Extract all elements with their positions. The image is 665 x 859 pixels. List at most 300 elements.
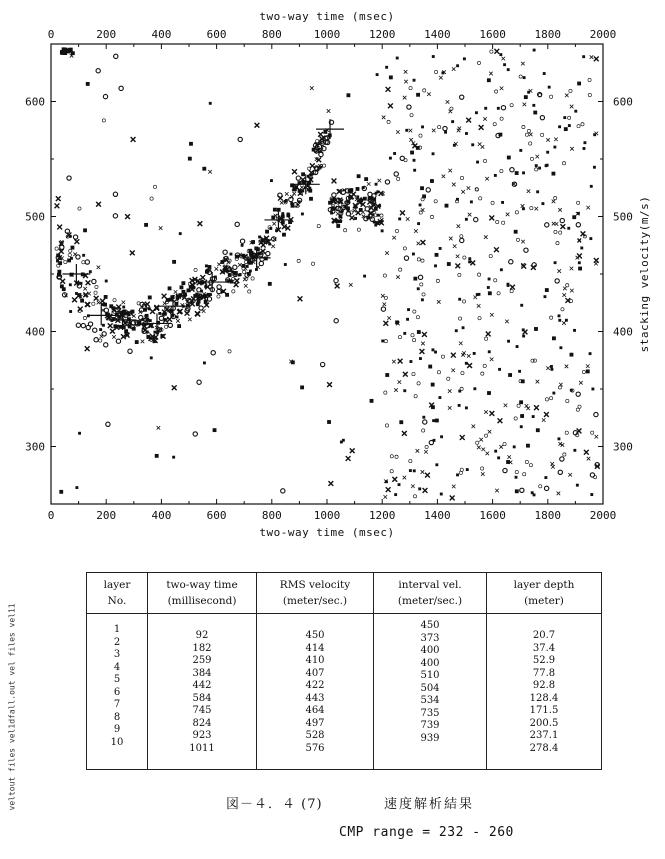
scatter-point <box>554 137 558 141</box>
scatter-point <box>339 220 342 223</box>
scatter-point <box>388 103 393 108</box>
scatter-point <box>330 212 333 215</box>
table-cell: 52.9 <box>532 655 556 666</box>
scatter-point <box>86 82 90 86</box>
scatter-point <box>494 49 499 54</box>
x-tick-label-top: 1000 <box>313 28 341 41</box>
scatter-point <box>89 270 92 273</box>
scatter-point <box>462 300 465 303</box>
scatter-point <box>521 204 525 208</box>
scatter-point <box>558 386 561 389</box>
scatter-point <box>195 293 198 296</box>
scatter-point <box>455 263 460 268</box>
scatter-point <box>483 117 487 121</box>
scatter-point <box>381 229 384 232</box>
scatter-point <box>172 385 177 390</box>
scatter-point <box>367 182 371 186</box>
scatter-point <box>291 204 295 208</box>
scatter-point <box>554 230 557 233</box>
scatter-point <box>587 457 591 461</box>
scatter-point <box>515 476 518 479</box>
scatter-point <box>198 221 203 226</box>
scatter-point <box>594 412 598 416</box>
scatter-point <box>389 157 392 160</box>
scatter-point <box>188 318 192 322</box>
scatter-point <box>458 404 461 407</box>
scatter-point <box>557 437 560 440</box>
table-cell: 6 <box>113 686 121 698</box>
scatter-point <box>474 217 478 221</box>
x-tick-label-bottom: 1600 <box>479 509 506 522</box>
scatter-point <box>339 203 342 206</box>
scatter-point <box>94 291 97 294</box>
scatter-point <box>583 141 586 144</box>
scatter-point <box>116 339 120 343</box>
scatter-point <box>409 138 413 142</box>
scatter-point <box>271 244 275 248</box>
scatter-point <box>389 75 393 79</box>
scatter-point <box>555 222 559 226</box>
scatter-point <box>417 242 421 246</box>
scatter-point <box>446 100 450 104</box>
scatter-point <box>567 227 570 230</box>
scatter-point <box>280 201 284 205</box>
scatter-point <box>356 187 360 191</box>
scatter-point <box>481 372 484 375</box>
scatter-point <box>336 212 340 216</box>
scatter-point <box>78 307 83 312</box>
scatter-point <box>546 366 550 370</box>
scatter-point <box>421 342 425 346</box>
scatter-point <box>488 278 491 281</box>
scatter-point <box>437 371 440 374</box>
scatter-point <box>505 320 509 324</box>
scatter-point <box>180 285 184 289</box>
scatter-point <box>490 50 493 53</box>
scatter-point <box>71 246 75 250</box>
table-cell: 200.5 <box>529 717 559 729</box>
scatter-point <box>400 211 405 216</box>
scatter-point <box>521 240 525 244</box>
scatter-point <box>466 468 469 471</box>
scatter-point <box>393 152 396 155</box>
scatter-point <box>536 190 539 193</box>
scatter-point <box>588 78 591 81</box>
scatter-point <box>162 294 167 299</box>
scatter-point <box>384 296 387 299</box>
scatter-point <box>310 163 315 168</box>
table-cell: 923 <box>192 730 212 741</box>
scatter-point <box>410 114 413 117</box>
scatter-point <box>441 355 444 358</box>
scatter-point <box>246 265 249 268</box>
scatter-point <box>413 159 416 162</box>
table-cell: 504 <box>420 682 440 694</box>
scatter-point <box>595 435 599 439</box>
scatter-point <box>563 453 566 456</box>
scatter-point <box>158 312 161 315</box>
scatter-point <box>507 455 511 459</box>
scatter-point <box>397 177 400 180</box>
column-interval <box>374 614 487 770</box>
scatter-point <box>438 396 441 399</box>
scatter-point <box>150 309 155 314</box>
scatter-point <box>357 174 361 178</box>
scatter-point <box>460 238 464 242</box>
y-tick-label-right: 600 <box>613 95 633 109</box>
scatter-point <box>431 383 435 387</box>
scatter-point <box>519 75 522 78</box>
scatter-point <box>572 215 576 219</box>
scatter-point <box>69 249 72 252</box>
scatter-point <box>113 299 116 302</box>
scatter-point <box>565 365 569 369</box>
scatter-point <box>564 127 568 131</box>
scatter-point <box>381 340 384 343</box>
scatter-point <box>285 192 289 196</box>
table-cell: 407 <box>305 667 325 679</box>
scatter-point <box>193 432 197 436</box>
scatter-point <box>456 255 460 259</box>
scatter-point <box>135 340 139 344</box>
x-tick-label-top: 0 <box>47 28 55 41</box>
scatter-point <box>172 456 175 459</box>
scatter-point <box>576 484 579 487</box>
scatter-point <box>59 490 63 494</box>
scatter-point <box>473 352 476 355</box>
scatter-point <box>419 357 422 360</box>
velocity-analysis-table <box>86 572 602 770</box>
scatter-point <box>563 287 567 291</box>
scatter-point <box>533 359 536 362</box>
scatter-point <box>467 363 472 368</box>
scatter-point <box>501 57 505 61</box>
scatter-point <box>416 449 420 453</box>
scatter-point <box>445 204 449 208</box>
scatter-point <box>507 284 510 287</box>
x-tick-label-top: 800 <box>261 28 282 41</box>
scatter-point <box>83 316 86 319</box>
scatter-point <box>413 310 416 313</box>
scatter-point <box>417 382 420 385</box>
scatter-point <box>398 483 401 486</box>
scatter-point <box>182 290 186 294</box>
scatter-point <box>489 254 492 257</box>
scatter-point <box>281 489 285 493</box>
scatter-point <box>423 488 428 493</box>
scatter-point <box>286 213 290 217</box>
table-cell: 824 <box>192 717 212 729</box>
scatter-point <box>555 279 559 283</box>
scatter-point <box>398 217 401 220</box>
table-cell: 576 <box>305 742 325 754</box>
y-tick-label-right: 300 <box>613 440 633 454</box>
scatter-point <box>311 262 314 265</box>
scatter-point <box>506 213 510 217</box>
table-cell: 171.5 <box>529 705 559 716</box>
scatter-point <box>440 435 443 438</box>
scatter-point <box>395 455 398 458</box>
scatter-point <box>69 283 72 286</box>
scatter-point <box>497 456 500 459</box>
scatter-point <box>261 243 266 248</box>
scatter-point <box>417 287 420 290</box>
scatter-point <box>381 307 385 311</box>
scatter-point <box>434 200 437 203</box>
scatter-point <box>481 447 485 451</box>
scatter-point <box>370 399 374 403</box>
scatter-point <box>172 260 176 264</box>
scatter-point <box>430 215 433 218</box>
scatter-point <box>570 105 574 109</box>
scatter-point <box>438 125 441 128</box>
scatter-point <box>370 196 374 200</box>
scatter-point <box>494 247 499 252</box>
scatter-point <box>409 459 412 462</box>
scatter-point <box>573 329 576 332</box>
scatter-point <box>208 170 212 174</box>
scatter-point <box>593 166 596 169</box>
scatter-point <box>155 454 159 458</box>
scatter-point <box>493 123 496 126</box>
scatter-point <box>392 477 397 482</box>
scatter-point <box>128 349 132 353</box>
scatter-point <box>484 434 487 437</box>
scatter-point <box>541 133 544 136</box>
scatter-point <box>103 303 107 307</box>
scatter-point <box>484 337 487 340</box>
scatter-point <box>410 151 414 155</box>
table-cell: 128.4 <box>529 692 559 704</box>
scatter-point <box>458 298 461 301</box>
scatter-point <box>395 229 398 232</box>
scatter-point <box>583 147 586 150</box>
scatter-point <box>422 416 425 419</box>
scatter-point <box>515 171 519 175</box>
scatter-point <box>451 353 456 358</box>
scatter-point <box>74 239 79 244</box>
scatter-point <box>442 175 446 179</box>
scatter-point <box>510 168 514 172</box>
y-tick-label-right: 500 <box>613 210 633 224</box>
scatter-point <box>463 256 466 259</box>
scatter-point <box>292 169 297 174</box>
scatter-point <box>349 283 353 287</box>
scatter-point <box>60 245 64 249</box>
scatter-point <box>309 197 313 201</box>
scatter-point <box>390 470 393 473</box>
table-cell: 237.1 <box>529 730 559 741</box>
scatter-point <box>530 157 533 160</box>
scatter-point <box>292 192 296 196</box>
scatter-point <box>189 142 193 146</box>
scatter-point <box>455 329 458 332</box>
column-rms <box>257 614 374 770</box>
scatter-point <box>76 323 80 327</box>
scatter-point <box>403 389 406 392</box>
scatter-point <box>516 345 519 348</box>
side-file-label: veltout files vel1dfall.out vel files vel11 <box>7 603 17 811</box>
scatter-point <box>488 291 492 295</box>
x-tick-label-bottom: 200 <box>96 509 117 522</box>
scatter-point <box>590 493 593 496</box>
scatter-point <box>228 273 232 277</box>
scatter-point <box>230 253 233 256</box>
scatter-point <box>270 179 273 182</box>
scatter-point <box>523 330 528 335</box>
scatter-point <box>533 111 537 115</box>
scatter-point <box>238 274 241 277</box>
cmp-range-label: CMP range = 232 - 260 <box>339 825 514 840</box>
scatter-point <box>501 201 504 204</box>
scatter-point <box>535 168 538 171</box>
scatter-point <box>475 111 478 114</box>
scatter-point <box>124 312 128 316</box>
scatter-point <box>561 308 564 311</box>
scatter-point <box>522 171 525 174</box>
scatter-point <box>403 332 406 335</box>
scatter-point <box>507 156 511 160</box>
scatter-point <box>235 278 240 283</box>
scatter-point <box>425 473 430 478</box>
scatter-point <box>139 315 143 319</box>
scatter-point <box>435 419 439 423</box>
scatter-point <box>319 152 323 156</box>
scatter-point <box>477 273 480 276</box>
scatter-point <box>562 321 566 325</box>
scatter-point <box>558 125 561 128</box>
scatter-point <box>527 189 531 193</box>
scatter-point <box>578 405 581 408</box>
scatter-point <box>350 448 355 453</box>
scatter-point <box>465 218 468 221</box>
scatter-point <box>110 329 115 334</box>
scatter-point <box>228 350 231 353</box>
scatter-point <box>58 261 62 265</box>
scatter-point <box>327 109 331 113</box>
scatter-point <box>368 192 372 196</box>
scatter-point <box>117 315 121 319</box>
scatter-point <box>174 290 178 294</box>
scatter-point <box>398 335 401 338</box>
scatter-point <box>543 72 546 75</box>
scatter-point <box>432 152 435 155</box>
scatter-point <box>452 67 456 71</box>
scatter-point <box>68 253 71 256</box>
table-cell: 450 <box>420 620 440 631</box>
scatter-point <box>522 125 525 128</box>
scatter-point <box>520 425 523 428</box>
scatter-point <box>248 249 252 253</box>
scatter-point <box>429 440 433 444</box>
scatter-point <box>499 445 503 449</box>
scatter-point <box>426 188 430 192</box>
scatter-point <box>432 419 435 422</box>
table-cell: 1011 <box>189 742 215 754</box>
x-tick-label-top: 1200 <box>368 28 396 41</box>
scatter-point <box>422 332 427 337</box>
scatter-point <box>390 455 393 458</box>
scatter-point <box>335 284 340 289</box>
scatter-point <box>501 106 505 110</box>
scatter-point <box>568 124 571 127</box>
scatter-point <box>457 224 461 228</box>
scatter-point <box>407 105 411 109</box>
scatter-point <box>498 368 501 371</box>
scatter-point <box>423 420 427 424</box>
scatter-point <box>400 156 404 160</box>
scatter-point <box>459 342 463 346</box>
scatter-point <box>96 69 100 73</box>
scatter-point <box>215 267 219 271</box>
scatter-point <box>496 220 499 223</box>
scatter-point <box>81 323 85 327</box>
scatter-point <box>398 359 403 364</box>
scatter-point <box>515 470 518 473</box>
scatter-point <box>413 169 416 172</box>
scatter-point <box>383 274 386 277</box>
scatter-point <box>523 103 527 107</box>
scatter-point <box>519 400 523 404</box>
x-tick-label-top: 600 <box>206 28 227 41</box>
scatter-point <box>520 488 524 492</box>
table-cell: 443 <box>305 692 325 704</box>
scatter-point <box>419 204 422 207</box>
x-tick-label-bottom: 400 <box>151 509 172 522</box>
scatter-point <box>97 301 101 305</box>
scatter-point <box>392 236 396 240</box>
scatter-point <box>202 167 206 171</box>
scatter-point <box>282 233 286 237</box>
scatter-point <box>515 489 519 493</box>
scatter-point <box>376 73 379 76</box>
scatter-point <box>461 371 464 374</box>
scatter-point <box>144 223 148 227</box>
scatter-point <box>436 279 439 282</box>
scatter-point <box>176 294 180 298</box>
scatter-point <box>458 390 461 393</box>
scatter-point <box>545 164 548 167</box>
scatter-point <box>552 200 556 204</box>
scatter-point <box>529 133 533 137</box>
scatter-point <box>502 221 505 224</box>
scatter-point <box>104 295 108 299</box>
column-time <box>148 614 257 770</box>
scatter-point <box>114 54 118 58</box>
scatter-point <box>539 485 542 488</box>
scatter-point <box>560 457 564 461</box>
scatter-point <box>112 335 116 339</box>
scatter-point <box>396 130 400 134</box>
scatter-point <box>565 431 568 434</box>
x-tick-label-top: 200 <box>96 28 117 41</box>
scatter-point <box>535 164 538 167</box>
y-tick-label-left: 300 <box>25 440 45 454</box>
scatter-point <box>406 217 410 221</box>
scatter-point <box>421 125 424 128</box>
scatter-point <box>531 265 536 270</box>
table-cell: 9 <box>113 724 121 735</box>
scatter-point <box>60 51 64 55</box>
scatter-point <box>416 316 419 319</box>
scatter-point <box>443 126 447 130</box>
scatter-point <box>476 441 479 444</box>
scatter-point <box>530 206 533 209</box>
y-tick-label-left: 500 <box>25 210 45 224</box>
scatter-point <box>55 203 60 208</box>
scatter-point <box>350 215 355 220</box>
scatter-point <box>566 399 569 402</box>
